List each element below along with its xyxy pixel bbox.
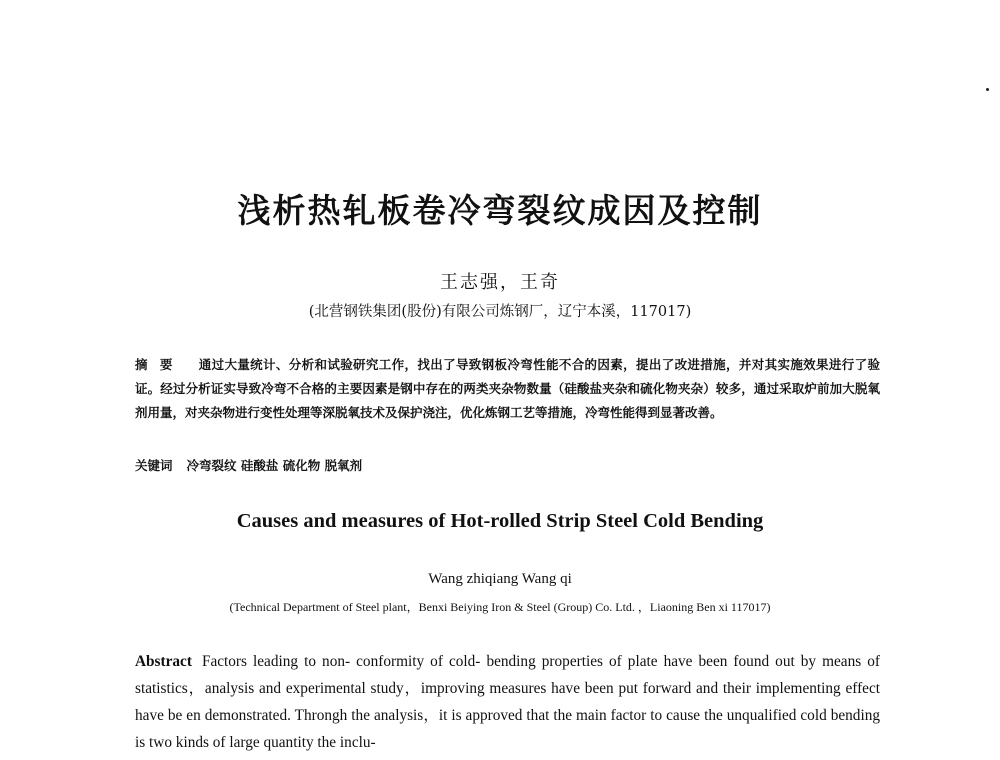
- keywords-chinese-text: 冷弯裂纹 硅酸盐 硫化物 脱氧剂: [186, 458, 363, 473]
- affiliation-english: (Technical Department of Steel plant，Benxi Beiying Iron & Steel (Group) Co. Ltd. ，Liaoning Ben xi 117017): [229, 600, 771, 614]
- abstract-english-text: Factors leading to non- conformity of cold- bending properties of plate have been found out by means of statistics，analysis and experimental study，improving measures have been put forward and their implementing effect have be en demonstrated. Throngh the analysis，it is approved that the main factor to cause the unqualified cold bending is two kinds of large quantity the inclu-: [135, 653, 880, 751]
- affiliation-chinese: (北营钢铁集团(股份)有限公司炼钢厂，辽宁本溪，117017): [308, 304, 692, 320]
- abstract-english-label: Abstract: [135, 653, 192, 670]
- keywords-chinese: [135, 456, 880, 474]
- abstract-chinese-label: 摘要: [135, 357, 185, 372]
- authors-english: Wang zhiqiang Wang qi: [428, 571, 572, 587]
- title-chinese: 浅析热轧板卷冷弯裂纹成因及控制: [237, 191, 763, 230]
- abstract-english: [135, 648, 880, 756]
- authors-chinese: 王志强，王奇: [440, 272, 560, 293]
- title-english: Causes and measures of Hot-rolled Strip Steel Cold Bending: [236, 510, 764, 532]
- abstract-chinese-text: 通过大量统计、分析和试验研究工作，找出了导致钢板冷弯性能不合的因素，提出了改进措施，并对其实施效果进行了验证。经过分析证实导致冷弯不合格的主要因素是钢中存在的两类夹杂物数量（硅酸盐夹杂和硫化物夹杂）较多，通过采取炉前加大脱氧剂用量，对夹杂物进行变性处理等深脱氧技术及保护浇注，优化炼钢工艺等措施，冷弯性能得到显著改善。: [135, 357, 880, 420]
- keywords-chinese-label: 关键词: [135, 458, 173, 473]
- abstract-chinese: [135, 353, 880, 425]
- margin-mark: [986, 88, 989, 91]
